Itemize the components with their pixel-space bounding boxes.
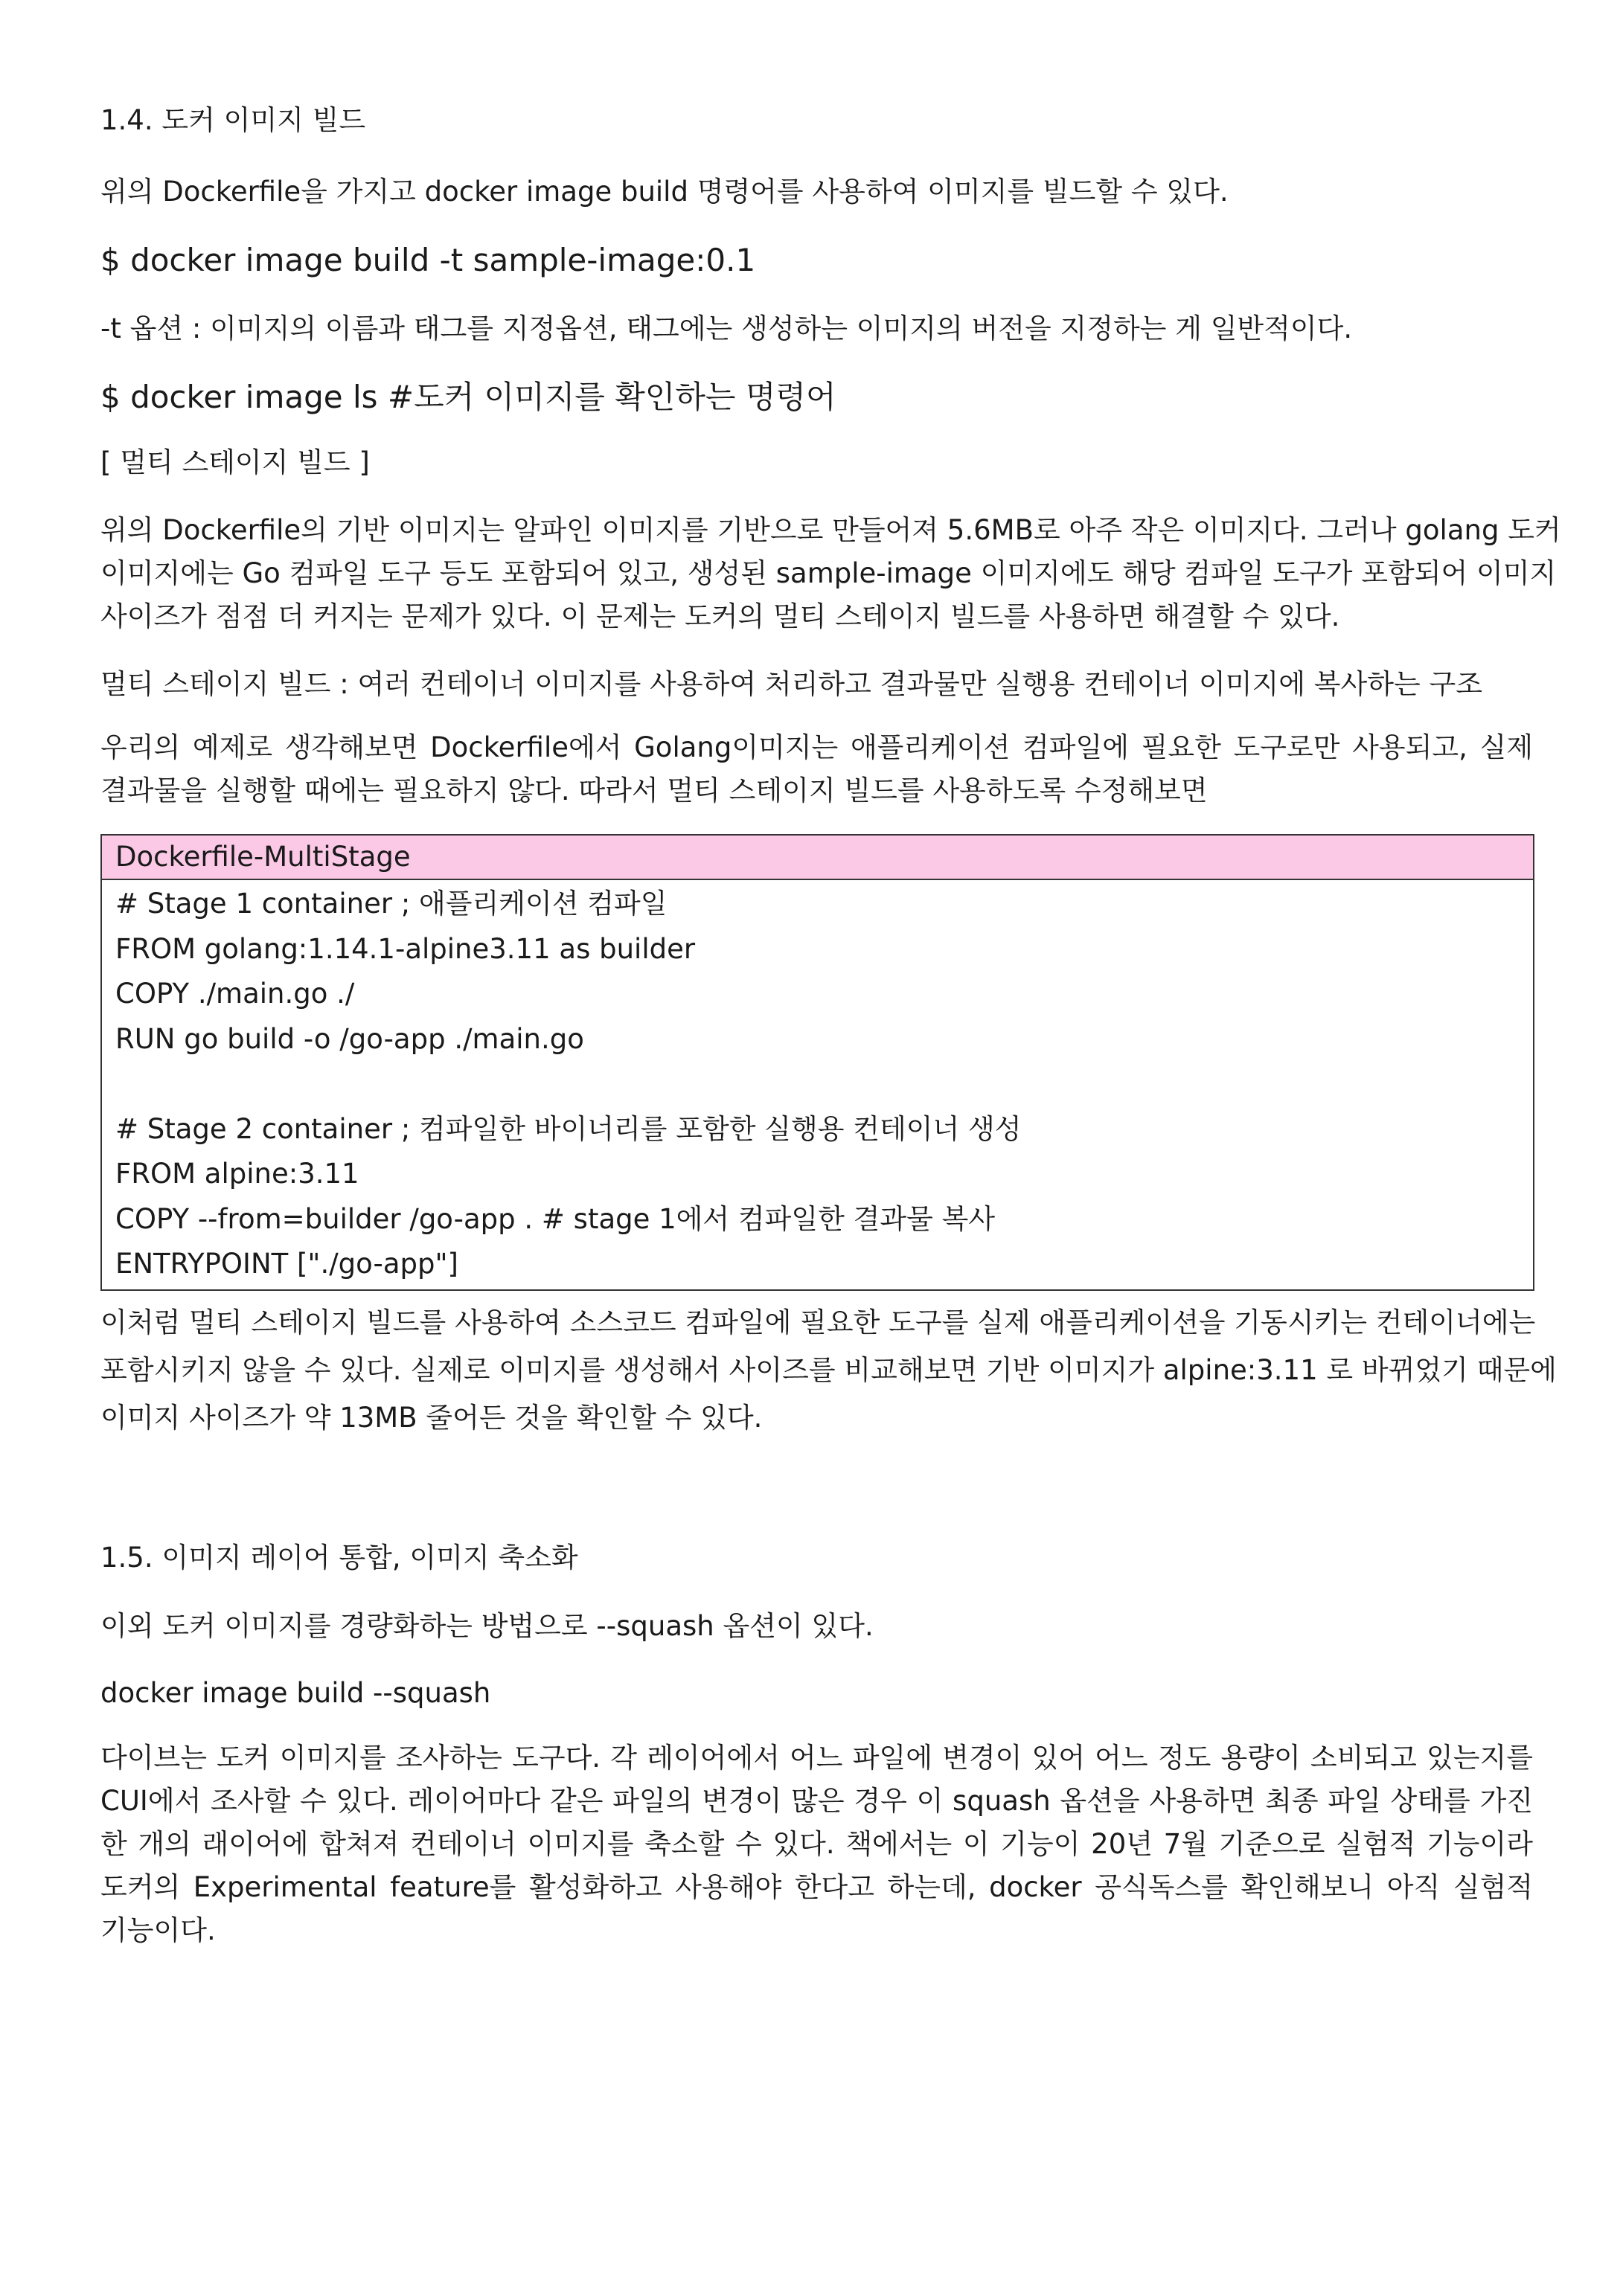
- ls-command: $ docker image ls #도커 이미지를 확인하는 명령어: [100, 379, 836, 415]
- code-block: [100, 834, 1534, 1291]
- paragraph-line: 기능이다.: [100, 1914, 216, 1946]
- code-block-title: Dockerfile-MultiStage: [102, 836, 1533, 880]
- code-line: FROM golang:1.14.1-alpine3.11 as builder: [115, 932, 696, 965]
- paragraph-line: 한 개의 래이어에 합쳐져 컨테이너 이미지를 축소할 수 있다. 책에서는 이 기능이 20년 7월 기준으로 실험적 기능이라: [100, 1828, 1533, 1860]
- t-option-description: -t 옵션 : 이미지의 이름과 태그를 지정옵션, 태그에는 생성하는 이미지의 버전을 지정하는 게 일반적이다.: [100, 312, 1353, 344]
- paragraph-line: 이처럼 멀티 스테이지 빌드를 사용하여 소스코드 컴파일에 필요한 도구를 실제 애플리케이션을 기동시키는 컨테이너에는: [100, 1306, 1536, 1338]
- squash-command: docker image build --squash: [100, 1677, 491, 1709]
- paragraph-line: 이미지에는 Go 컴파일 도구 등도 포함되어 있고, 생성된 sample-image 이미지에도 해당 컴파일 도구가 포함되어 이미지: [100, 557, 1557, 589]
- code-line: COPY ./main.go ./: [115, 978, 355, 1010]
- squash-intro: 이외 도커 이미지를 경량화하는 방법으로 --squash 옵션이 있다.: [100, 1610, 874, 1642]
- paragraph-line: 결과물을 실행할 때에는 필요하지 않다. 따라서 멀티 스테이지 빌드를 사용하도록 수정해보면: [100, 775, 1208, 807]
- paragraph-line: 도커의 Experimental feature를 활성화하고 사용해야 한다고 하는데, docker 공식독스를 확인해보니 아직 실험적: [100, 1871, 1533, 1903]
- result-paragraph: [100, 1299, 1557, 1442]
- section-heading-1-4: 1.4. 도커 이미지 빌드: [100, 104, 366, 136]
- base-image-paragraph: [100, 509, 1561, 638]
- code-line: # Stage 2 container ; 컴파일한 바이너리를 포함한 실행용 컨테이너 생성: [115, 1112, 1022, 1145]
- intro-text: 위의 Dockerfile을 가지고 docker image build 명령어를 사용하여 이미지를 빌드할 수 있다.: [100, 176, 1229, 208]
- multistage-definition: 멀티 스테이지 빌드 : 여러 컨테이너 이미지를 사용하여 처리하고 결과물만 실행용 컨테이너 이미지에 복사하는 구조: [100, 668, 1482, 700]
- section-heading-1-5: 1.5. 이미지 레이어 통합, 이미지 축소화: [100, 1542, 578, 1574]
- code-line-blank: [115, 1062, 1533, 1107]
- code-block-body: [102, 880, 1533, 1287]
- paragraph-line: 다이브는 도커 이미지를 조사하는 도구다. 각 레이어에서 어느 파일에 변경이 있어 어느 정도 용량이 소비되고 있는지를: [100, 1742, 1533, 1774]
- code-line: # Stage 1 container ; 애플리케이션 컴파일: [115, 888, 668, 920]
- paragraph-line: 위의 Dockerfile의 기반 이미지는 알파인 이미지를 기반으로 만들어져 5.6MB로 아주 작은 이미지다. 그러나 golang 도커: [100, 514, 1561, 546]
- multistage-label: [ 멀티 스테이지 빌드 ]: [100, 446, 370, 478]
- code-line: FROM alpine:3.11: [115, 1158, 359, 1190]
- code-line: ENTRYPOINT ["./go-app"]: [115, 1248, 458, 1280]
- dive-paragraph: [100, 1737, 1533, 1952]
- paragraph-line: 우리의 예제로 생각해보면 Dockerfile에서 Golang이미지는 애플리케이션 컴파일에 필요한 도구로만 사용되고, 실제: [100, 731, 1533, 763]
- paragraph-line: 사이즈가 점점 더 커지는 문제가 있다. 이 문제는 도커의 멀티 스테이지 빌드를 사용하면 해결할 수 있다.: [100, 600, 1340, 632]
- paragraph-line: CUI에서 조사할 수 있다. 레이어마다 같은 파일의 변경이 많은 경우 이 squash 옵션을 사용하면 최종 파일 상태를 가진: [100, 1785, 1533, 1817]
- paragraph-line: 포함시키지 않을 수 있다. 실제로 이미지를 생성해서 사이즈를 비교해보면 기반 이미지가 alpine:3.11 로 바뀌었기 때문에: [100, 1354, 1557, 1386]
- paragraph-line: 이미지 사이즈가 약 13MB 줄어든 것을 확인할 수 있다.: [100, 1402, 763, 1434]
- example-paragraph: [100, 726, 1533, 812]
- build-command: $ docker image build -t sample-image:0.1: [100, 242, 756, 278]
- code-line: COPY --from=builder /go-app . # stage 1에서 컴파일한 결과물 복사: [115, 1202, 996, 1235]
- code-line: RUN go build -o /go-app ./main.go: [115, 1022, 584, 1055]
